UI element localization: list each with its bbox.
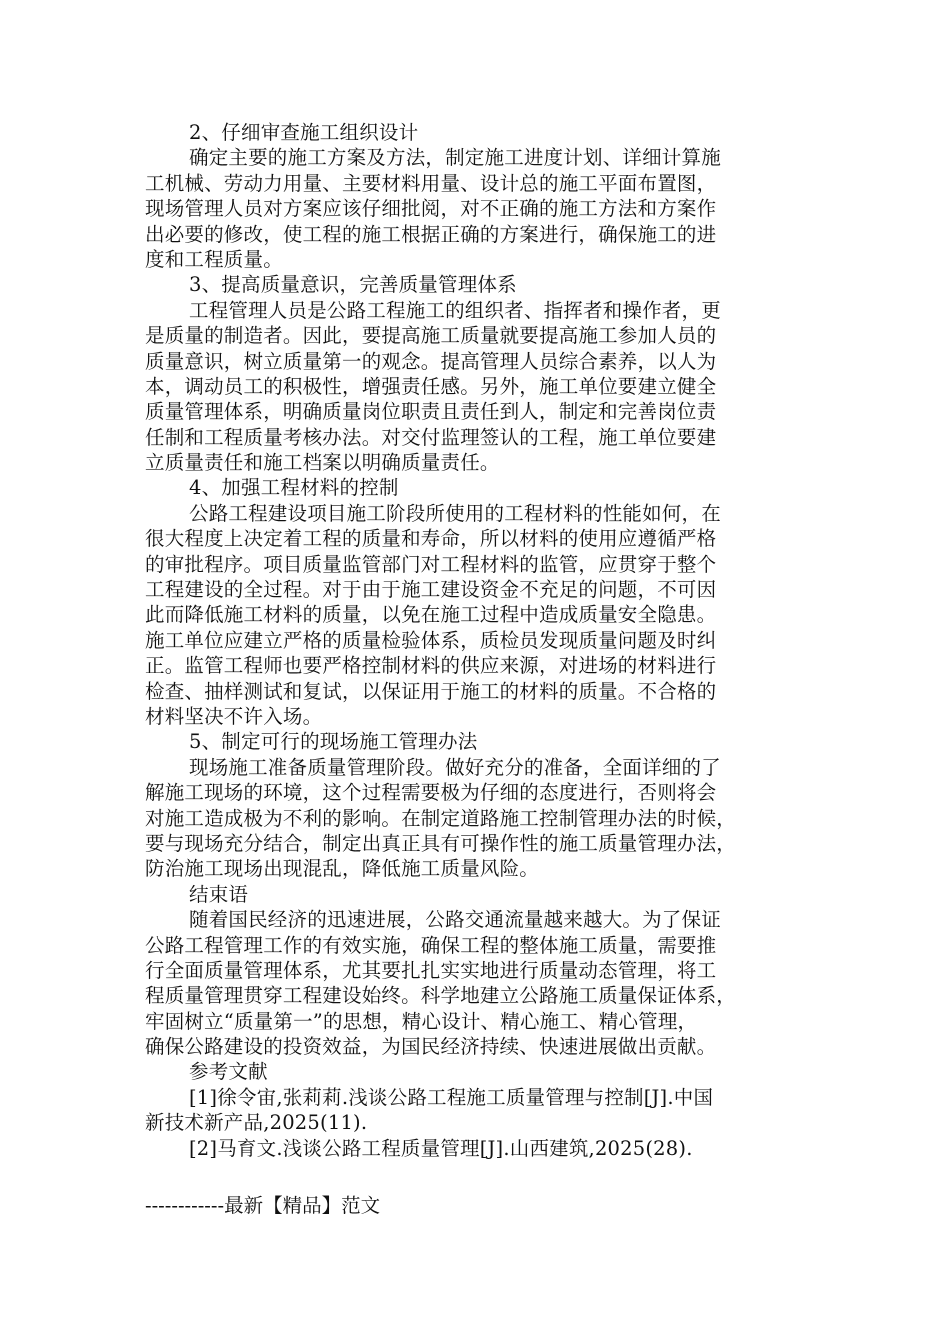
- paragraph: [145, 1136, 805, 1161]
- paragraph-line: 工程建设的全过程。对于由于施工建设资金不充足的问题，不可因: [145, 578, 717, 602]
- paragraph-line: 确定主要的施工方案及方法，制定施工进度计划、详细计算施: [189, 146, 721, 170]
- paragraph-line: 工机械、劳动力用量、主要材料用量、设计总的施工平面布置图，: [145, 171, 717, 195]
- paragraph-line: 很大程度上决定着工程的质量和寿命，所以材料的使用应遵循严格: [145, 527, 717, 551]
- footer-text: ------------最新【精品】范文: [145, 1194, 381, 1217]
- paragraph-line: 此而降低施工材料的质量，以免在施工过程中造成质量安全隐患。: [145, 603, 717, 627]
- paragraph-line: 行全面质量管理体系，尤其要扎扎实实地进行质量动态管理，将工: [145, 958, 717, 982]
- paragraph-line: 牢固树立“质量第一”的思想，精心设计、精心施工、精心管理，: [145, 1009, 698, 1033]
- section-heading: [145, 1059, 805, 1084]
- paragraph: [145, 907, 805, 1059]
- paragraph-line: 现场管理人员对方案应该仔细批阅，对不正确的施工方法和方案作: [145, 197, 717, 221]
- paragraph-line: 程质量管理贯穿工程建设始终。科学地建立公路施工质量保证体系，: [145, 984, 737, 1008]
- heading-text: 2、仔细审查施工组织设计: [189, 121, 419, 144]
- paragraph-line: 立质量责任和施工档案以明确质量责任。: [145, 451, 500, 475]
- paragraph: [145, 145, 805, 272]
- section-heading: [145, 272, 805, 297]
- paragraph-line: 公路工程管理工作的有效实施，确保工程的整体施工质量，需要推: [145, 933, 717, 957]
- paragraph-line: 公路工程建设项目施工阶段所使用的工程材料的性能如何，在: [189, 501, 721, 525]
- paragraph-line: 确保公路建设的投资效益，为国民经济持续、快速进展做出贡献。: [145, 1035, 717, 1059]
- section-heading: [145, 475, 805, 500]
- paragraph-line: 度和工程质量。: [145, 247, 283, 271]
- section-heading: [145, 882, 805, 907]
- heading-text: 3、提高质量意识，完善质量管理体系: [189, 273, 517, 297]
- paragraph-line: 解施工现场的环境，这个过程需要极为仔细的态度进行，否则将会: [145, 781, 717, 805]
- paragraph-line: 要与现场充分结合，制定出真正具有可操作性的施工质量管理办法，: [145, 831, 737, 855]
- paragraph-line: 本，调动员工的积极性，增强责任感。另外，施工单位要建立健全: [145, 374, 717, 398]
- paragraph-line: 正。监管工程师也要严格控制材料的供应来源，对进场的材料进行: [145, 654, 717, 678]
- paragraph-line: 任制和工程质量考核办法。对交付监理签认的工程，施工单位要建: [145, 425, 717, 449]
- paragraph: [145, 298, 805, 476]
- paragraph-line: 新技术新产品,2025(11).: [145, 1111, 368, 1135]
- paragraph-line: 是质量的制造者。因此，要提高施工质量就要提高施工参加人员的: [145, 324, 717, 348]
- paragraph-line: 现场施工准备质量管理阶段。做好充分的准备，全面详细的了: [189, 755, 721, 779]
- heading-text: 参考文献: [189, 1060, 268, 1084]
- paragraph-line: 质量意识，树立质量第一的观念。提高管理人员综合素养，以人为: [145, 349, 717, 373]
- paragraph-line: 材料坚决不许入场。: [145, 704, 323, 728]
- heading-text: 结束语: [189, 882, 249, 906]
- paragraph-line: 的审批程序。项目质量监管部门对工程材料的监管，应贯穿于整个: [145, 552, 717, 576]
- paragraph-line: 施工单位应建立严格的质量检验体系，质检员发现质量问题及时纠: [145, 628, 717, 652]
- paragraph-line: 随着国民经济的迅速进展，公路交通流量越来越大。为了保证: [189, 908, 721, 932]
- paragraph-line: 对施工造成极为不利的影响。在制定道路施工控制管理办法的时候，: [145, 806, 737, 830]
- paragraph: [145, 1085, 805, 1136]
- paragraph-line: [2]马育文.浅谈公路工程质量管理[J].山西建筑,2025(28).: [189, 1136, 693, 1160]
- heading-text: 4、加强工程材料的控制: [189, 476, 399, 500]
- paragraph: [145, 755, 805, 882]
- paragraph-line: 出必要的修改，使工程的施工根据正确的方案进行，确保施工的进: [145, 222, 717, 246]
- paragraph: [145, 501, 805, 730]
- paragraph-line: 防治施工现场出现混乱，降低施工质量风险。: [145, 857, 540, 881]
- paragraph-line: 工程管理人员是公路工程施工的组织者、指挥者和操作者，更: [189, 298, 721, 322]
- section-heading: [145, 729, 805, 754]
- document-body: [145, 120, 805, 1161]
- paragraph-line: 检查、抽样测试和复试，以保证用于施工的材料的质量。不合格的: [145, 679, 717, 703]
- paragraph-line: [1]徐令宙,张莉莉.浅谈公路工程施工质量管理与控制[J].中国: [189, 1085, 714, 1109]
- section-heading: [145, 120, 805, 145]
- paragraph-line: 质量管理体系，明确质量岗位职责且责任到人，制定和完善岗位责: [145, 400, 717, 424]
- heading-text: 5、制定可行的现场施工管理办法: [189, 730, 478, 754]
